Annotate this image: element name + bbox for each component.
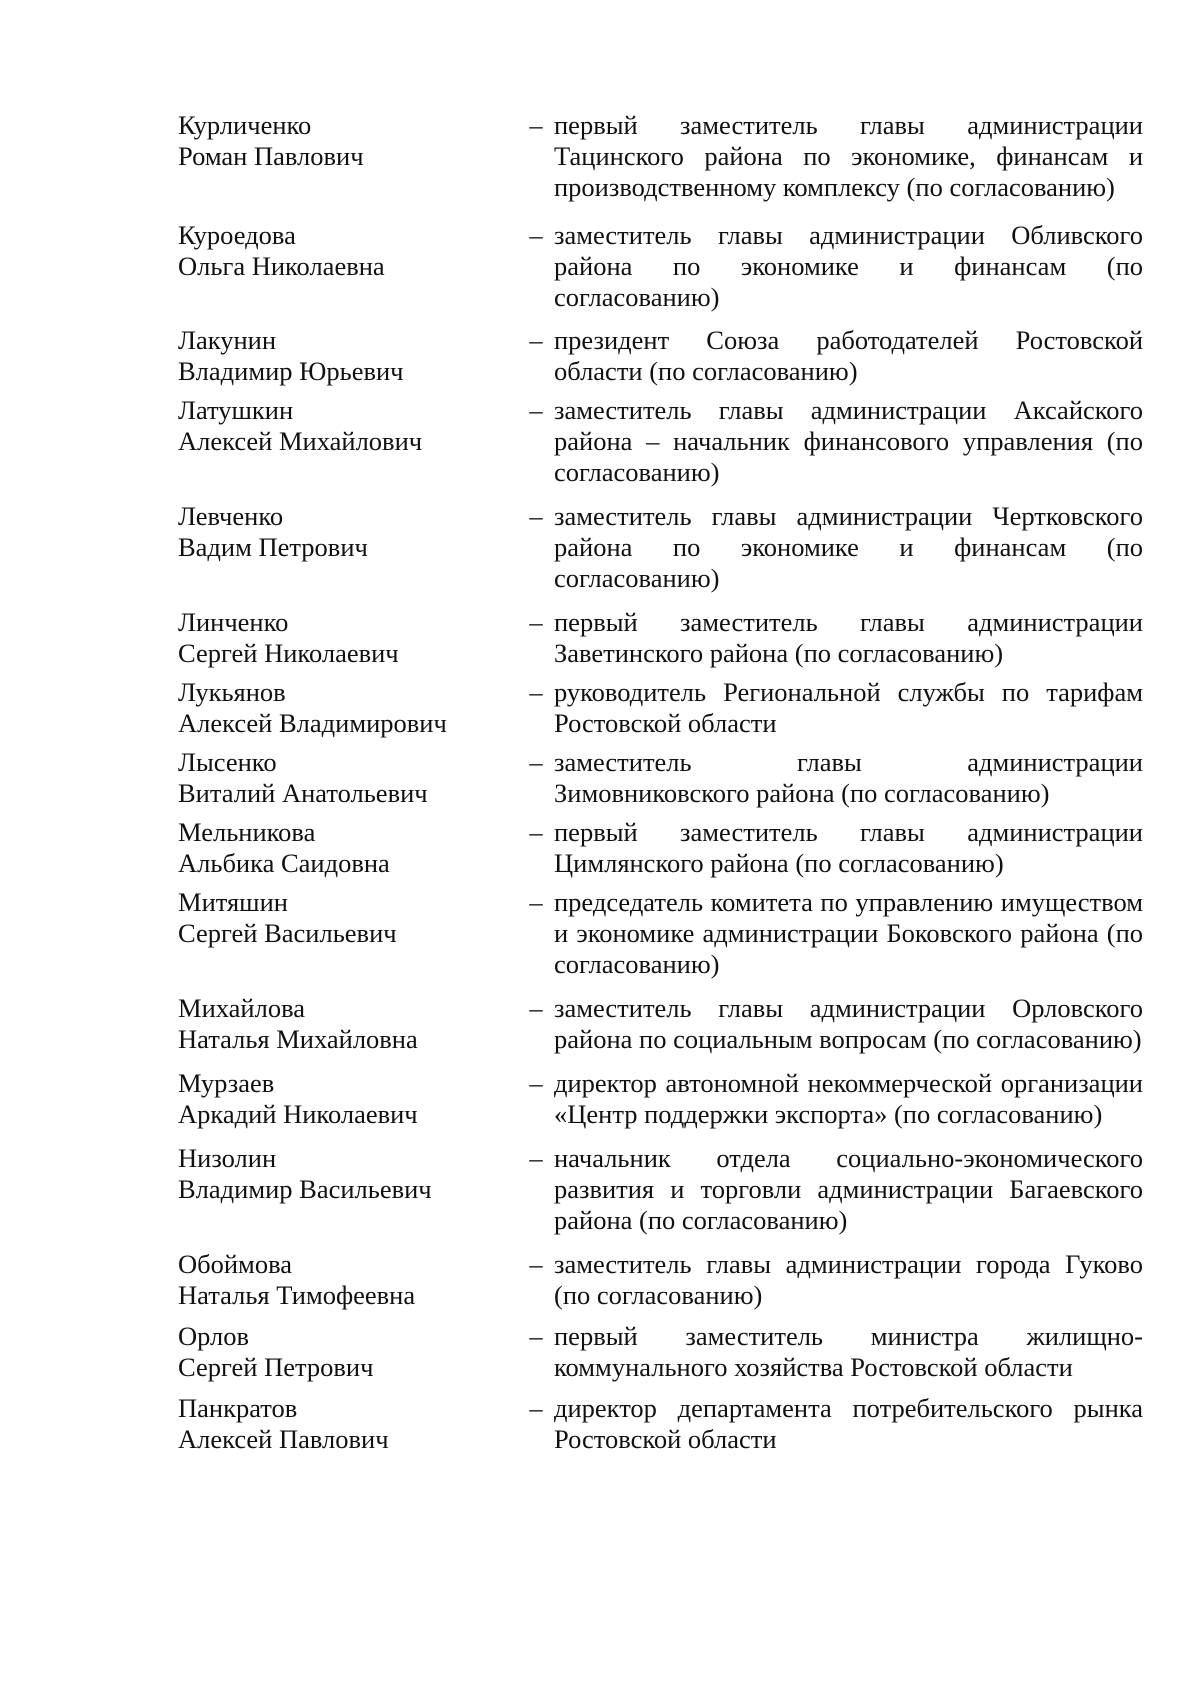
surname: Панкратов (178, 1393, 298, 1423)
person-name (178, 1068, 518, 1130)
person-name (178, 395, 518, 457)
surname: Митяшин (178, 887, 288, 917)
position-description: начальник отдела социально-экономического развития и торговли администрации Багаевского района (по согласованию) (554, 1143, 1143, 1235)
dash-separator: – (529, 501, 543, 531)
dash-separator: – (529, 110, 543, 140)
dash-separator: – (529, 607, 543, 637)
given-name: Аркадий Николаевич (178, 1099, 418, 1129)
surname: Мурзаев (178, 1068, 275, 1098)
person-name (178, 220, 518, 282)
list-item (178, 1143, 1143, 1236)
person-name (178, 747, 518, 809)
list-item (178, 395, 1143, 488)
position-description: заместитель главы администрации Аксайского района – начальник финансового управления (по согласованию) (554, 395, 1143, 487)
given-name: Владимир Юрьевич (178, 356, 404, 386)
given-name: Сергей Николаевич (178, 638, 399, 668)
dash-separator: – (529, 747, 543, 777)
dash-separator: – (529, 325, 543, 355)
dash-separator: – (529, 993, 543, 1023)
person-name (178, 325, 518, 387)
list-item (178, 607, 1143, 669)
member-list (178, 110, 1143, 1455)
surname: Курличенко (178, 110, 312, 140)
surname: Латушкин (178, 395, 294, 425)
list-item (178, 220, 1143, 313)
list-item (178, 325, 1143, 387)
list-item (178, 993, 1143, 1055)
list-item (178, 1393, 1143, 1455)
position-description: первый заместитель главы администрации Заветинского района (по согласованию) (554, 607, 1143, 668)
given-name: Вадим Петрович (178, 532, 368, 562)
given-name: Виталий Анатольевич (178, 778, 428, 808)
surname: Левченко (178, 501, 284, 531)
surname: Линченко (178, 607, 289, 637)
position-description: первый заместитель министра жилищно-коммунального хозяйства Ростовской области (554, 1321, 1143, 1382)
person-name (178, 110, 518, 172)
surname: Низолин (178, 1143, 277, 1173)
person-name (178, 887, 518, 949)
given-name: Наталья Михайловна (178, 1024, 418, 1054)
surname: Лакунин (178, 325, 277, 355)
position-description: заместитель главы администрации Обливского района по экономике и финансам (по согласованию) (554, 220, 1143, 312)
person-name (178, 817, 518, 879)
list-item (178, 887, 1143, 980)
given-name: Алексей Павлович (178, 1424, 389, 1454)
list-item (178, 1321, 1143, 1383)
given-name: Алексей Михайлович (178, 426, 423, 456)
surname: Куроедова (178, 220, 296, 250)
surname: Обоймова (178, 1249, 292, 1279)
list-item (178, 747, 1143, 809)
list-item (178, 110, 1143, 203)
surname: Лукьянов (178, 677, 286, 707)
surname: Орлов (178, 1321, 250, 1351)
list-item (178, 817, 1143, 879)
surname: Михайлова (178, 993, 305, 1023)
surname: Лысенко (178, 747, 277, 777)
given-name: Наталья Тимофеевна (178, 1280, 416, 1310)
list-item (178, 501, 1143, 594)
list-item (178, 1249, 1143, 1311)
position-description: директор департамента потребительского рынка Ростовской области (554, 1393, 1143, 1454)
dash-separator: – (529, 395, 543, 425)
position-description: руководитель Региональной службы по тарифам Ростовской области (554, 677, 1143, 738)
person-name (178, 1393, 518, 1455)
dash-separator: – (529, 1321, 543, 1351)
position-description: заместитель главы администрации Чертковского района по экономике и финансам (по согласованию) (554, 501, 1143, 593)
given-name: Альбика Саидовна (178, 848, 390, 878)
person-name (178, 993, 518, 1055)
given-name: Роман Павлович (178, 141, 364, 171)
given-name: Сергей Петрович (178, 1352, 374, 1382)
position-description: первый заместитель главы администрации Тацинского района по экономике, финансам и производственному комплексу (по согласованию) (554, 110, 1143, 202)
dash-separator: – (529, 220, 543, 250)
position-description: первый заместитель главы администрации Цимлянского района (по согласованию) (554, 817, 1143, 878)
dash-separator: – (529, 677, 543, 707)
list-item (178, 1068, 1143, 1130)
dash-separator: – (529, 817, 543, 847)
dash-separator: – (529, 1143, 543, 1173)
dash-separator: – (529, 1249, 543, 1279)
dash-separator: – (529, 1068, 543, 1098)
list-item (178, 677, 1143, 739)
position-description: президент Союза работодателей Ростовской области (по согласованию) (554, 325, 1143, 386)
person-name (178, 1143, 518, 1205)
given-name: Сергей Васильевич (178, 918, 397, 948)
person-name (178, 607, 518, 669)
position-description: заместитель главы администрации города Гуково (по согласованию) (554, 1249, 1143, 1310)
surname: Мельникова (178, 817, 316, 847)
dash-separator: – (529, 887, 543, 917)
position-description: заместитель главы администрации Орловского района по социальным вопросам (по согласованию) (554, 993, 1143, 1054)
given-name: Алексей Владимирович (178, 708, 447, 738)
position-description: заместитель главы администрации Зимовниковского района (по согласованию) (554, 747, 1143, 808)
position-description: председатель комитета по управлению имуществом и экономике администрации Боковского района (по согласованию) (554, 887, 1143, 979)
person-name (178, 501, 518, 563)
dash-separator: – (529, 1393, 543, 1423)
position-description: директор автономной некоммерческой организации «Центр поддержки экспорта» (по согласованию) (554, 1068, 1143, 1129)
person-name (178, 677, 518, 739)
person-name (178, 1321, 518, 1383)
person-name (178, 1249, 518, 1311)
given-name: Ольга Николаевна (178, 251, 385, 281)
given-name: Владимир Васильевич (178, 1174, 432, 1204)
